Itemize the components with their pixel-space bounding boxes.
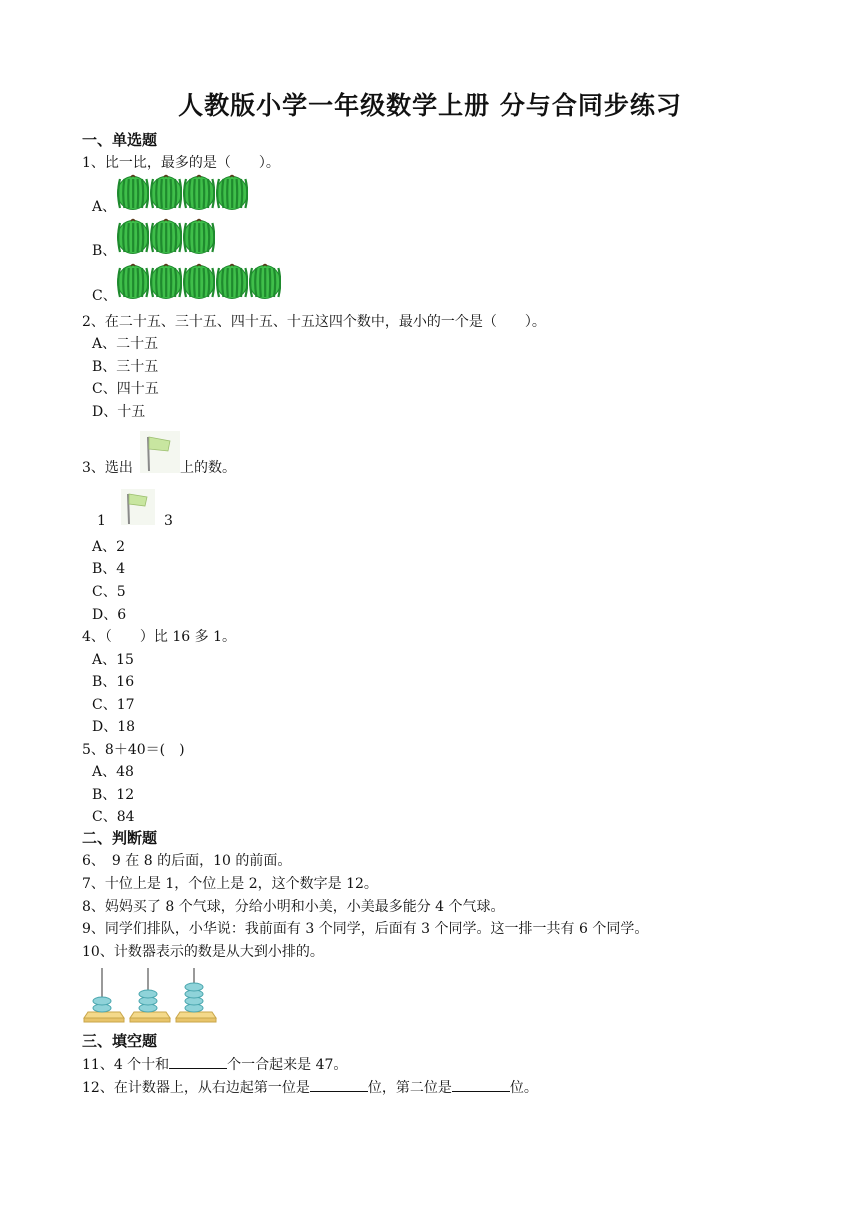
q1-option-c-label: C、: [92, 288, 117, 304]
question-10-text: 10、计数器表示的数是从大到小排的。: [82, 944, 324, 960]
q2-option-d: D、十五: [92, 404, 146, 420]
section-heading-true-false: 二、判断题: [82, 829, 158, 847]
q3-option-c: C、5: [92, 584, 126, 600]
question-1-text: 1、比一比，最多的是（ ）。: [82, 155, 280, 171]
q5-option-b: B、12: [92, 787, 135, 803]
abacus-icon: [174, 966, 218, 1024]
question-3-prefix: 3、选出: [82, 460, 133, 476]
question-7-text: 7、十位上是 1，个位上是 2，这个数字是 12。: [82, 876, 378, 892]
watermelon-icon: [117, 174, 149, 210]
q1-option-b-watermelons: [117, 218, 215, 254]
q1-option-b-label: B、: [92, 243, 117, 259]
q1-option-c-watermelons: [117, 263, 281, 299]
q2-option-a: A、二十五: [92, 336, 159, 352]
watermelon-icon: [117, 218, 149, 254]
watermelon-icon: [183, 263, 215, 299]
question-4-text: 4、（ ）比 16 多 1。: [82, 629, 236, 645]
q5-option-a: A、48: [92, 764, 134, 780]
q12-middle: 位，第二位是: [367, 1080, 452, 1096]
q4-option-d: D、18: [92, 719, 136, 735]
watermelon-icon: [150, 218, 182, 254]
q3-option-a: A、2: [92, 539, 126, 555]
watermelon-icon: [150, 263, 182, 299]
q2-option-b: B、三十五: [92, 359, 159, 375]
question-12-text: [82, 1078, 538, 1097]
q11-after: 个一合起来是 47。: [227, 1057, 348, 1073]
flag-icon: [121, 489, 155, 525]
question-9-text: 9、同学们排队，小华说：我前面有 3 个同学，后面有 3 个同学。这一排一共有 6 个同学。: [82, 921, 649, 937]
q4-option-c: C、17: [92, 697, 135, 713]
page-title: 人教版小学一年级数学上册 分与合同步练习: [178, 91, 682, 120]
watermelon-icon: [216, 174, 248, 210]
q11-answer-blank[interactable]: [169, 1055, 227, 1069]
question-6-text: 6、 9 在 8 的后面，10 的前面。: [82, 853, 292, 869]
section-heading-fill-blank: 三、填空题: [82, 1032, 158, 1050]
q12-after: 位。: [509, 1080, 538, 1096]
q3-number-left: 1: [97, 513, 106, 529]
q11-before: 11、4 个十和: [82, 1057, 170, 1073]
question-5-text: 5、8＋40＝( ): [82, 742, 185, 758]
q12-answer-blank-2[interactable]: [452, 1078, 510, 1092]
flag-icon: [140, 431, 180, 473]
q3-option-b: B、4: [92, 561, 126, 577]
watermelon-icon: [216, 263, 248, 299]
q3-option-d: D、6: [92, 607, 127, 623]
watermelon-icon: [117, 263, 149, 299]
question-8-text: 8、妈妈买了 8 个气球，分给小明和小美，小美最多能分 4 个气球。: [82, 899, 505, 915]
question-3-suffix: 上的数。: [180, 460, 236, 476]
q12-before: 12、在计数器上，从右边起第一位是: [82, 1080, 310, 1096]
abacus-icon: [82, 966, 126, 1024]
question-11-text: [82, 1055, 347, 1074]
q4-option-a: A、15: [92, 652, 134, 668]
abacus-counters: [82, 966, 218, 1024]
q4-option-b: B、16: [92, 674, 135, 690]
watermelon-icon: [150, 174, 182, 210]
watermelon-icon: [249, 263, 281, 299]
q1-option-a-label: A、: [92, 199, 117, 215]
watermelon-icon: [183, 218, 215, 254]
q2-option-c: C、四十五: [92, 381, 159, 397]
section-heading-single-choice: 一、单选题: [82, 131, 158, 149]
q5-option-c: C、84: [92, 809, 135, 825]
question-2-text: 2、在二十五、三十五、四十五、十五这四个数中，最小的一个是（ ）。: [82, 314, 546, 330]
abacus-icon: [128, 966, 172, 1024]
watermelon-icon: [183, 174, 215, 210]
q3-number-right: 3: [164, 513, 173, 529]
q12-answer-blank-1[interactable]: [310, 1078, 368, 1092]
q1-option-a-watermelons: [117, 174, 248, 210]
